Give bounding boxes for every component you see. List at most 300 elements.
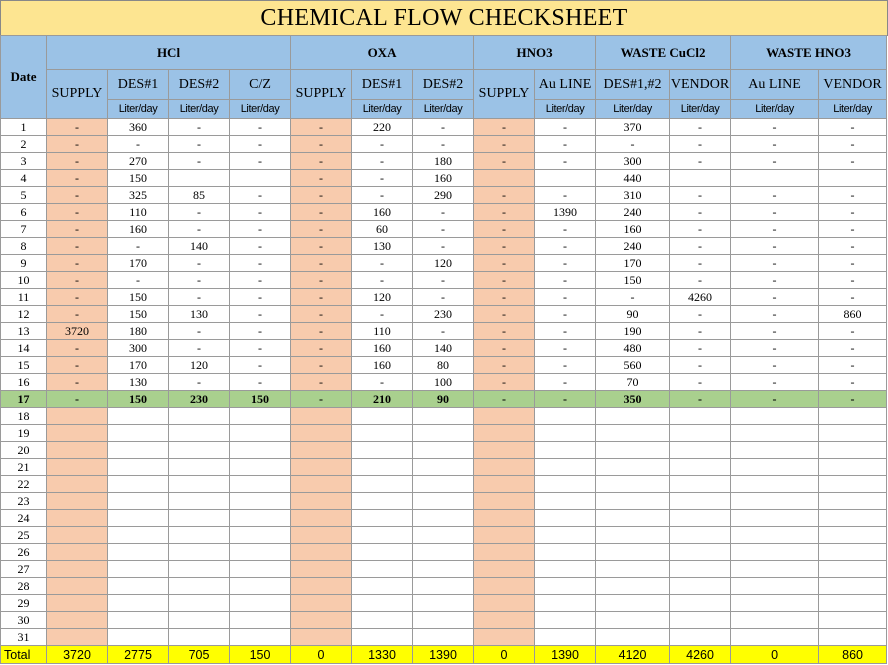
- data-cell: [413, 578, 474, 595]
- data-cell: [819, 544, 887, 561]
- data-cell: -: [413, 204, 474, 221]
- data-cell: -: [731, 289, 819, 306]
- data-cell: [47, 476, 108, 493]
- group-header-oxa: OXA: [291, 36, 474, 70]
- date-cell: 15: [1, 357, 47, 374]
- data-cell: [169, 527, 230, 544]
- column-header: DES#1: [108, 70, 169, 100]
- data-cell: 110: [108, 204, 169, 221]
- unit-label: Liter/day: [670, 100, 731, 119]
- data-cell: -: [230, 374, 291, 391]
- data-cell: -: [670, 204, 731, 221]
- unit-label: Liter/day: [169, 100, 230, 119]
- date-cell: 24: [1, 510, 47, 527]
- data-cell: [230, 544, 291, 561]
- table-row: [1, 323, 887, 340]
- group-header-hcl: HCl: [47, 36, 291, 70]
- data-cell: [108, 578, 169, 595]
- data-cell: [670, 442, 731, 459]
- data-cell: -: [291, 170, 352, 187]
- column-header: DES#1,#2: [596, 70, 670, 100]
- data-cell: [474, 595, 535, 612]
- data-cell: -: [413, 323, 474, 340]
- data-cell: [230, 510, 291, 527]
- data-cell: [230, 408, 291, 425]
- data-cell: [474, 425, 535, 442]
- data-cell: 180: [108, 323, 169, 340]
- data-cell: -: [47, 170, 108, 187]
- data-cell: 130: [108, 374, 169, 391]
- data-cell: -: [535, 153, 596, 170]
- table-row: [1, 153, 887, 170]
- data-cell: -: [291, 136, 352, 153]
- data-cell: [535, 493, 596, 510]
- date-cell: 12: [1, 306, 47, 323]
- data-cell: [47, 493, 108, 510]
- data-cell: [413, 510, 474, 527]
- data-cell: -: [819, 153, 887, 170]
- data-cell: -: [731, 204, 819, 221]
- table-row: [1, 544, 887, 561]
- data-cell: -: [230, 306, 291, 323]
- data-cell: -: [731, 221, 819, 238]
- data-cell: -: [596, 289, 670, 306]
- data-cell: -: [731, 153, 819, 170]
- data-cell: [352, 493, 413, 510]
- data-cell: -: [291, 391, 352, 408]
- date-header: Date: [1, 36, 47, 119]
- data-cell: [291, 595, 352, 612]
- data-cell: 1390: [535, 204, 596, 221]
- table-row: [1, 612, 887, 629]
- date-cell: 5: [1, 187, 47, 204]
- data-cell: [108, 612, 169, 629]
- table-row: [1, 527, 887, 544]
- data-cell: [230, 612, 291, 629]
- data-cell: [352, 425, 413, 442]
- total-cell: 1390: [535, 646, 596, 664]
- data-cell: -: [413, 136, 474, 153]
- table-row: [1, 408, 887, 425]
- data-cell: -: [596, 136, 670, 153]
- data-cell: [474, 170, 535, 187]
- data-cell: [670, 561, 731, 578]
- data-cell: 150: [108, 289, 169, 306]
- data-cell: 270: [108, 153, 169, 170]
- data-cell: -: [169, 204, 230, 221]
- data-cell: -: [413, 238, 474, 255]
- data-cell: [670, 510, 731, 527]
- data-cell: -: [819, 357, 887, 374]
- data-cell: -: [230, 119, 291, 136]
- data-cell: -: [474, 272, 535, 289]
- table-row: [1, 272, 887, 289]
- date-cell: 4: [1, 170, 47, 187]
- data-cell: [352, 561, 413, 578]
- data-cell: [596, 561, 670, 578]
- data-cell: [230, 425, 291, 442]
- data-cell: 150: [108, 391, 169, 408]
- data-cell: [596, 493, 670, 510]
- data-cell: [474, 476, 535, 493]
- data-cell: 150: [108, 306, 169, 323]
- data-cell: 130: [352, 238, 413, 255]
- data-cell: -: [670, 323, 731, 340]
- data-cell: 325: [108, 187, 169, 204]
- data-cell: [474, 612, 535, 629]
- data-cell: -: [670, 255, 731, 272]
- data-cell: -: [352, 255, 413, 272]
- data-cell: -: [413, 119, 474, 136]
- table-row: [1, 374, 887, 391]
- data-cell: -: [535, 289, 596, 306]
- data-cell: -: [819, 391, 887, 408]
- data-cell: [108, 459, 169, 476]
- data-cell: -: [535, 306, 596, 323]
- data-cell: [596, 408, 670, 425]
- data-cell: -: [352, 170, 413, 187]
- data-cell: [413, 459, 474, 476]
- data-cell: [670, 544, 731, 561]
- table-row: [1, 561, 887, 578]
- data-cell: -: [474, 289, 535, 306]
- data-cell: -: [731, 357, 819, 374]
- data-cell: 150: [230, 391, 291, 408]
- unit-label: Liter/day: [108, 100, 169, 119]
- data-cell: [47, 578, 108, 595]
- data-cell: 160: [596, 221, 670, 238]
- data-cell: -: [819, 272, 887, 289]
- data-cell: [670, 629, 731, 646]
- data-cell: [731, 629, 819, 646]
- data-cell: [474, 493, 535, 510]
- column-header: VENDOR: [819, 70, 887, 100]
- data-cell: -: [731, 238, 819, 255]
- data-cell: [230, 561, 291, 578]
- data-cell: [230, 595, 291, 612]
- date-cell: 29: [1, 595, 47, 612]
- table-row: [1, 119, 887, 136]
- data-cell: -: [291, 272, 352, 289]
- data-cell: 350: [596, 391, 670, 408]
- data-cell: [535, 170, 596, 187]
- data-cell: [352, 595, 413, 612]
- data-cell: -: [169, 136, 230, 153]
- data-cell: -: [670, 238, 731, 255]
- data-cell: [535, 425, 596, 442]
- table-row: [1, 510, 887, 527]
- date-cell: 19: [1, 425, 47, 442]
- data-cell: -: [47, 306, 108, 323]
- data-cell: [47, 527, 108, 544]
- data-cell: [169, 629, 230, 646]
- data-cell: 370: [596, 119, 670, 136]
- data-cell: [108, 510, 169, 527]
- data-cell: -: [670, 340, 731, 357]
- data-cell: -: [731, 391, 819, 408]
- data-cell: [352, 544, 413, 561]
- date-cell: 8: [1, 238, 47, 255]
- data-cell: [413, 544, 474, 561]
- total-cell: 1330: [352, 646, 413, 664]
- data-cell: 220: [352, 119, 413, 136]
- data-cell: 150: [596, 272, 670, 289]
- data-cell: [474, 408, 535, 425]
- data-cell: -: [291, 221, 352, 238]
- data-cell: [596, 476, 670, 493]
- data-cell: [731, 170, 819, 187]
- data-cell: [819, 629, 887, 646]
- data-cell: [291, 459, 352, 476]
- data-cell: -: [108, 238, 169, 255]
- data-cell: [819, 476, 887, 493]
- data-cell: 70: [596, 374, 670, 391]
- data-cell: 160: [352, 357, 413, 374]
- data-cell: [535, 408, 596, 425]
- data-cell: [47, 612, 108, 629]
- total-cell: 150: [230, 646, 291, 664]
- data-cell: [670, 595, 731, 612]
- data-cell: 90: [413, 391, 474, 408]
- data-cell: [169, 544, 230, 561]
- data-cell: [670, 408, 731, 425]
- data-cell: [535, 527, 596, 544]
- data-cell: [108, 595, 169, 612]
- date-cell: 28: [1, 578, 47, 595]
- data-cell: [230, 578, 291, 595]
- data-cell: 240: [596, 204, 670, 221]
- data-cell: [819, 527, 887, 544]
- data-cell: [535, 544, 596, 561]
- table-row: [1, 629, 887, 646]
- data-cell: -: [474, 204, 535, 221]
- data-cell: -: [731, 306, 819, 323]
- data-cell: 210: [352, 391, 413, 408]
- data-cell: [108, 527, 169, 544]
- flow-table: [0, 35, 887, 664]
- data-cell: -: [47, 136, 108, 153]
- data-cell: [169, 459, 230, 476]
- data-cell: [731, 476, 819, 493]
- data-cell: [731, 527, 819, 544]
- data-cell: -: [819, 187, 887, 204]
- data-cell: 170: [596, 255, 670, 272]
- data-cell: -: [169, 221, 230, 238]
- date-cell: 6: [1, 204, 47, 221]
- data-cell: [474, 510, 535, 527]
- data-cell: [670, 493, 731, 510]
- data-cell: -: [535, 323, 596, 340]
- data-cell: [230, 442, 291, 459]
- data-cell: -: [731, 119, 819, 136]
- data-cell: [169, 425, 230, 442]
- data-cell: -: [819, 204, 887, 221]
- data-cell: -: [670, 136, 731, 153]
- data-cell: 130: [169, 306, 230, 323]
- data-cell: -: [230, 272, 291, 289]
- data-cell: [108, 544, 169, 561]
- date-cell: 11: [1, 289, 47, 306]
- data-cell: -: [291, 289, 352, 306]
- data-cell: -: [535, 238, 596, 255]
- data-cell: [169, 612, 230, 629]
- column-header: SUPPLY: [47, 70, 108, 119]
- data-cell: [47, 459, 108, 476]
- data-cell: [352, 442, 413, 459]
- data-cell: [596, 612, 670, 629]
- data-cell: -: [535, 374, 596, 391]
- data-cell: -: [230, 323, 291, 340]
- data-cell: 300: [596, 153, 670, 170]
- date-cell: 30: [1, 612, 47, 629]
- data-cell: [596, 442, 670, 459]
- data-cell: -: [291, 153, 352, 170]
- data-cell: [670, 170, 731, 187]
- data-cell: 560: [596, 357, 670, 374]
- data-cell: -: [47, 238, 108, 255]
- data-cell: 120: [413, 255, 474, 272]
- data-cell: [819, 442, 887, 459]
- data-cell: 440: [596, 170, 670, 187]
- data-cell: [352, 476, 413, 493]
- data-cell: [47, 408, 108, 425]
- data-cell: -: [670, 153, 731, 170]
- data-cell: -: [535, 221, 596, 238]
- data-cell: [169, 493, 230, 510]
- column-header: VENDOR: [670, 70, 731, 100]
- data-cell: -: [731, 374, 819, 391]
- data-cell: -: [230, 255, 291, 272]
- data-cell: -: [819, 289, 887, 306]
- table-row: [1, 221, 887, 238]
- data-cell: 300: [108, 340, 169, 357]
- total-cell: 705: [169, 646, 230, 664]
- data-cell: [108, 561, 169, 578]
- data-cell: 240: [596, 238, 670, 255]
- data-cell: [670, 459, 731, 476]
- date-cell: 25: [1, 527, 47, 544]
- date-cell: 27: [1, 561, 47, 578]
- table-row: [1, 459, 887, 476]
- data-cell: [108, 425, 169, 442]
- total-label: Total: [1, 646, 47, 664]
- data-cell: -: [474, 136, 535, 153]
- data-cell: -: [819, 136, 887, 153]
- data-cell: 3720: [47, 323, 108, 340]
- data-cell: [291, 578, 352, 595]
- data-cell: [108, 493, 169, 510]
- data-cell: [596, 544, 670, 561]
- data-cell: [474, 459, 535, 476]
- group-header-waste-cucl2: WASTE CuCl2: [596, 36, 731, 70]
- data-cell: -: [535, 357, 596, 374]
- data-cell: -: [474, 238, 535, 255]
- data-cell: [352, 578, 413, 595]
- data-cell: -: [352, 306, 413, 323]
- data-cell: [474, 527, 535, 544]
- data-cell: 310: [596, 187, 670, 204]
- data-cell: -: [291, 340, 352, 357]
- data-cell: -: [731, 340, 819, 357]
- data-cell: -: [731, 255, 819, 272]
- data-cell: -: [47, 221, 108, 238]
- data-cell: -: [291, 119, 352, 136]
- data-cell: 60: [352, 221, 413, 238]
- data-cell: [230, 476, 291, 493]
- data-cell: [47, 425, 108, 442]
- data-cell: -: [291, 374, 352, 391]
- data-cell: -: [819, 340, 887, 357]
- data-cell: [731, 493, 819, 510]
- data-cell: -: [108, 272, 169, 289]
- data-cell: -: [230, 153, 291, 170]
- data-cell: [535, 612, 596, 629]
- data-cell: [535, 629, 596, 646]
- data-cell: [819, 595, 887, 612]
- data-cell: 140: [413, 340, 474, 357]
- data-cell: [596, 425, 670, 442]
- data-cell: 120: [352, 289, 413, 306]
- data-cell: -: [230, 204, 291, 221]
- data-cell: 230: [169, 391, 230, 408]
- table-row: [1, 306, 887, 323]
- data-cell: [352, 510, 413, 527]
- data-cell: -: [352, 374, 413, 391]
- sheet-title: CHEMICAL FLOW CHECKSHEET: [0, 0, 888, 36]
- table-row: [1, 493, 887, 510]
- date-cell: 31: [1, 629, 47, 646]
- data-cell: [474, 442, 535, 459]
- data-cell: -: [169, 119, 230, 136]
- data-cell: [291, 510, 352, 527]
- data-cell: [670, 612, 731, 629]
- table-row: [1, 170, 887, 187]
- data-cell: [352, 459, 413, 476]
- total-cell: 1390: [413, 646, 474, 664]
- data-cell: [413, 476, 474, 493]
- data-cell: [169, 476, 230, 493]
- data-cell: [108, 442, 169, 459]
- data-cell: [413, 493, 474, 510]
- data-cell: [230, 170, 291, 187]
- data-cell: -: [230, 221, 291, 238]
- total-cell: 4260: [670, 646, 731, 664]
- data-cell: 150: [108, 170, 169, 187]
- data-cell: -: [230, 289, 291, 306]
- data-cell: -: [474, 340, 535, 357]
- data-cell: [731, 595, 819, 612]
- data-cell: -: [819, 255, 887, 272]
- table-row: [1, 255, 887, 272]
- data-cell: -: [169, 272, 230, 289]
- data-cell: -: [474, 323, 535, 340]
- data-cell: [230, 629, 291, 646]
- table-row: [1, 187, 887, 204]
- data-cell: [819, 493, 887, 510]
- data-cell: -: [230, 340, 291, 357]
- data-cell: -: [169, 340, 230, 357]
- data-cell: [413, 527, 474, 544]
- data-cell: [169, 442, 230, 459]
- data-cell: -: [352, 153, 413, 170]
- data-cell: -: [670, 221, 731, 238]
- data-cell: [596, 578, 670, 595]
- data-cell: -: [47, 272, 108, 289]
- date-cell: 1: [1, 119, 47, 136]
- data-cell: -: [819, 238, 887, 255]
- date-cell: 22: [1, 476, 47, 493]
- data-cell: [535, 561, 596, 578]
